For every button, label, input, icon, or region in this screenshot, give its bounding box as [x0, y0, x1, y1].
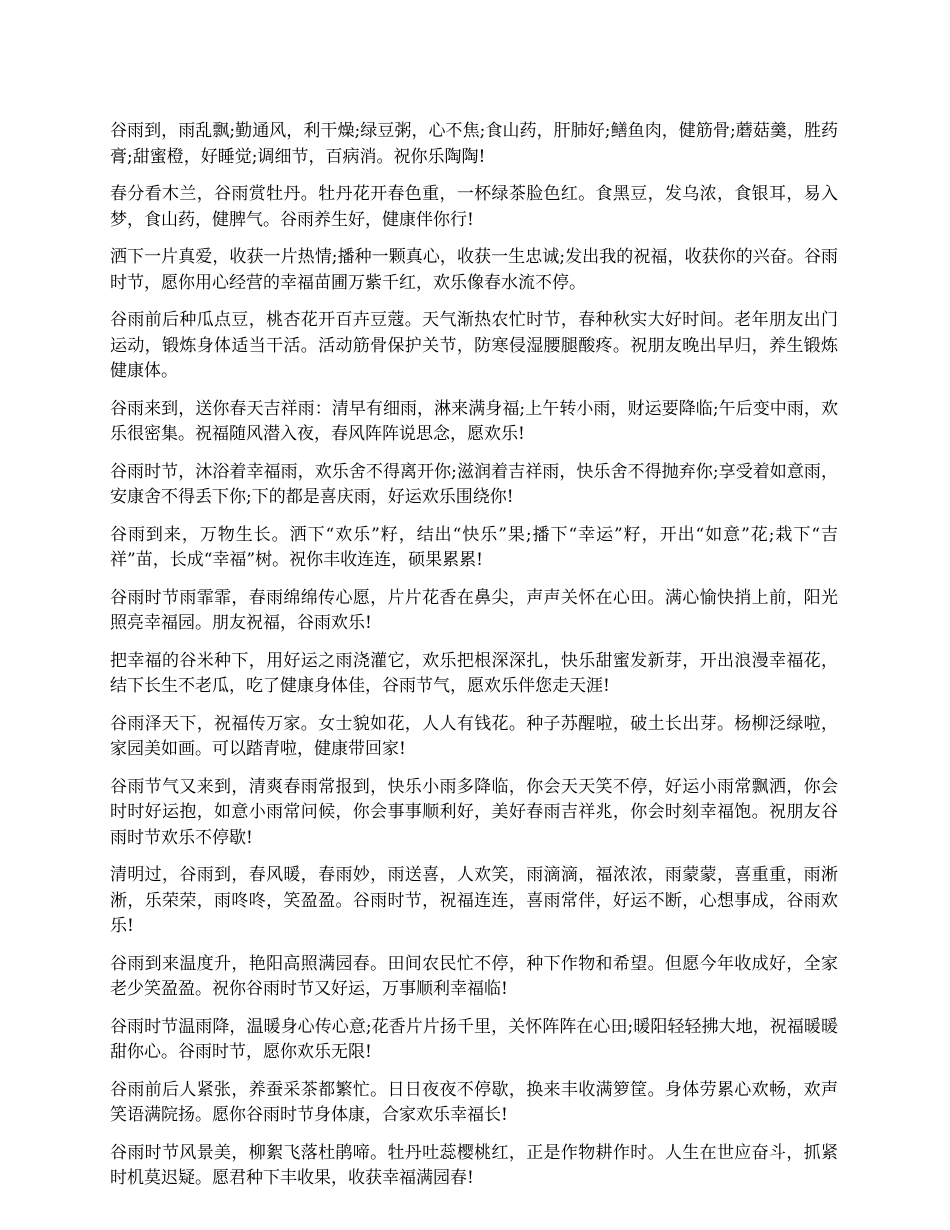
paragraph-9: 把幸福的谷米种下，用好运之雨浇灌它，欢乐把根深深扎，快乐甜蜜发新芽，开出浪漫幸福花，结下长生不老瓜，吃了健康身体佳，谷雨节气，愿欢乐伴您走天涯! — [110, 650, 838, 696]
paragraph-8: 谷雨时节雨霏霏，春雨绵绵传心愿，片片花香在鼻尖，声声关怀在心田。满心愉快捎上前，阳光照亮幸福园。朋友祝福，谷雨欢乐! — [110, 587, 838, 633]
paragraph-16: 谷雨时节风景美，柳絮飞落杜鹃啼。牡丹吐蕊樱桃红，正是作物耕作时。人生在世应奋斗，抓紧时机莫迟疑。愿君种下丰收果，收获幸福满园春! — [110, 1142, 838, 1188]
paragraph-12: 清明过，谷雨到，春风暖，春雨妙，雨送喜，人欢笑，雨滴滴，福浓浓，雨蒙蒙，喜重重，雨淅淅，乐荣荣，雨咚咚，笑盈盈。谷雨时节，祝福连连，喜雨常伴，好运不断，心想事成，谷雨欢乐! — [110, 865, 838, 936]
paragraph-6: 谷雨时节，沐浴着幸福雨，欢乐舍不得离开你;滋润着吉祥雨，快乐舍不得抛弃你;享受着如意雨，安康舍不得丢下你;下的都是喜庆雨，好运欢乐围绕你! — [110, 461, 838, 507]
paragraph-14: 谷雨时节温雨降，温暖身心传心意;花香片片扬千里，关怀阵阵在心田;暖阳轻轻拂大地，祝福暖暖甜你心。谷雨时节，愿你欢乐无限! — [110, 1016, 838, 1062]
paragraph-11: 谷雨节气又来到，清爽春雨常报到，快乐小雨多降临，你会天天笑不停，好运小雨常飘洒，你会时时好运抱，如意小雨常问候，你会事事顺利好，美好春雨吉祥兆，你会时刻幸福饱。祝朋友谷雨时节欢乐不停歇! — [110, 776, 838, 848]
paragraph-2: 春分看木兰，谷雨赏牡丹。牡丹花开春色重，一杯绿茶脸色红。食黑豆，发乌浓，食银耳，易入梦，食山药，健脾气。谷雨养生好，健康伴你行! — [110, 184, 838, 230]
paragraph-7: 谷雨到来，万物生长。洒下“欢乐”籽，结出“快乐”果;播下“幸运”籽，开出“如意”花;栽下“吉祥”苗，长成“幸福”树。祝你丰收连连，硕果累累! — [110, 524, 838, 570]
paragraph-3: 洒下一片真爱，收获一片热情;播种一颗真心，收获一生忠诚;发出我的祝福，收获你的兴奋。谷雨时节，愿你用心经营的幸福苗圃万紫千红，欢乐像春水流不停。 — [110, 247, 838, 293]
paragraph-13: 谷雨到来温度升，艳阳高照满园春。田间农民忙不停，种下作物和希望。但愿今年收成好，全家老少笑盈盈。祝你谷雨时节又好运，万事顺利幸福临! — [110, 953, 838, 999]
paragraph-10: 谷雨泽天下，祝福传万家。女士貌如花，人人有钱花。种子苏醒啦，破土长出芽。杨柳泛绿啦，家园美如画。可以踏青啦，健康带回家! — [110, 713, 838, 759]
paragraph-1: 谷雨到，雨乱飘;勤通风，利干燥;绿豆粥，心不焦;食山药，肝肺好;鳝鱼肉，健筋骨;蘑菇羹，胜药膏;甜蜜橙，好睡觉;调细节，百病消。祝你乐陶陶! — [110, 121, 838, 167]
paragraph-5: 谷雨来到，送你春天吉祥雨：清早有细雨，淋来满身福;上午转小雨，财运要降临;午后变中雨，欢乐很密集。祝福随风潜入夜，春风阵阵说思念，愿欢乐! — [110, 398, 838, 444]
document-body — [110, 119, 838, 1204]
paragraph-4: 谷雨前后种瓜点豆，桃杏花开百卉豆蔻。天气渐热农忙时节，春种秋实大好时间。老年朋友出门运动，锻炼身体适当干活。活动筋骨保护关节，防寒侵湿腰腿酸疼。祝朋友晚出早归，养生锻炼健康体。 — [110, 310, 838, 381]
paragraph-15: 谷雨前后人紧张，养蚕采茶都繁忙。日日夜夜不停歇，换来丰收满箩筐。身体劳累心欢畅，欢声笑语满院扬。愿你谷雨时节身体康，合家欢乐幸福长! — [110, 1079, 838, 1125]
